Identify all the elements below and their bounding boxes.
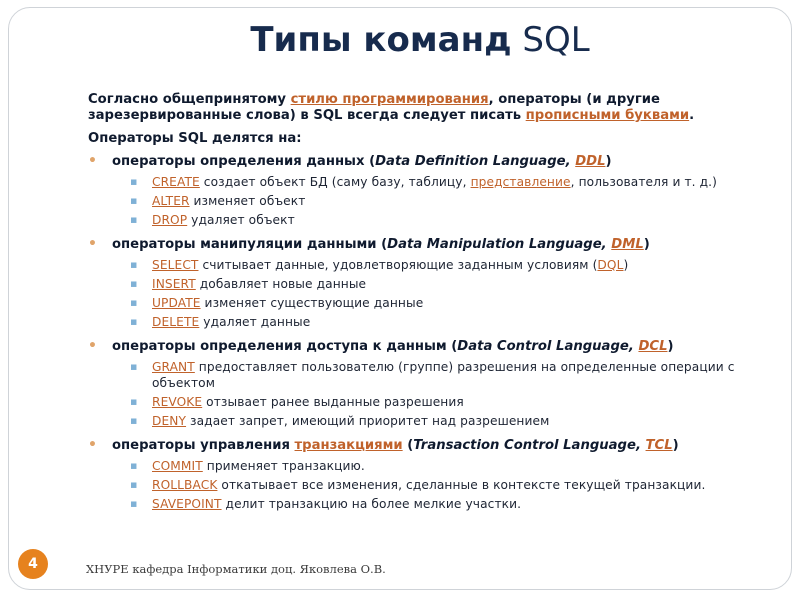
command-item	[88, 314, 756, 330]
bullet-icon: ▪	[130, 315, 138, 328]
bullet-icon: ▪	[130, 395, 138, 408]
intro-paragraph	[88, 92, 756, 124]
command-select[interactable]: SELECT	[152, 258, 199, 272]
command-item	[88, 174, 756, 190]
group-heading-text: операторы манипуляции данными (	[112, 237, 388, 252]
intro-text: Согласно общепринятому	[88, 92, 291, 107]
command-description-2: )	[623, 258, 629, 272]
bullet-icon: ▪	[130, 497, 138, 510]
title-bold: Типы команд	[250, 20, 512, 60]
bullet-icon: ▪	[130, 478, 138, 491]
command-item	[88, 477, 756, 493]
command-groups	[88, 154, 756, 512]
command-description: делит транзакцию на более мелкие участки.	[221, 497, 522, 511]
group-heading	[88, 154, 756, 170]
slide-title	[0, 20, 800, 60]
intro-subtitle: Операторы SQL делятся на:	[88, 131, 302, 146]
command-group	[88, 438, 756, 512]
link-dcl[interactable]: DCL	[638, 339, 668, 354]
command-item	[88, 394, 756, 410]
command-update[interactable]: UPDATE	[152, 296, 201, 310]
group-heading-tail: )	[643, 237, 650, 252]
command-savepoint[interactable]: SAVEPOINT	[152, 497, 222, 511]
command-item	[88, 276, 756, 292]
group-language-name: Transaction Control Language,	[413, 438, 646, 453]
title-light: SQL	[522, 20, 590, 60]
command-description: изменяет объект	[189, 194, 306, 208]
group-heading-text: операторы определения доступа к данным (	[112, 339, 458, 354]
link-представление[interactable]: представление	[470, 175, 571, 189]
link-uppercase[interactable]: прописными буквами	[525, 108, 690, 123]
command-description: удаляет объект	[187, 213, 295, 227]
bullet-icon: ▪	[130, 459, 138, 472]
slide-content	[88, 92, 756, 521]
command-insert[interactable]: INSERT	[152, 277, 196, 291]
bullet-icon: ▪	[130, 175, 138, 188]
group-heading	[88, 339, 756, 355]
command-description: предоставляет пользователю (группе) разрешения на определенные операции с объектом	[152, 360, 735, 390]
command-deny[interactable]: DENY	[152, 414, 187, 428]
command-description-2: , пользователя и т. д.)	[570, 175, 717, 189]
command-item	[88, 193, 756, 209]
command-group	[88, 237, 756, 330]
intro-text-2: , операторы (и другие зарезервированные слова) в SQL всегда следует писать	[88, 92, 660, 123]
command-item	[88, 359, 756, 391]
command-delete[interactable]: DELETE	[152, 315, 200, 329]
group-heading-tail: )	[672, 438, 679, 453]
command-item	[88, 212, 756, 228]
link-transactions[interactable]: транзакциями	[294, 438, 403, 453]
command-group	[88, 339, 756, 429]
group-heading	[88, 438, 756, 454]
bullet-icon: ▪	[130, 360, 138, 373]
link-programming-style[interactable]: стилю программирования	[290, 92, 489, 107]
command-rollback[interactable]: ROLLBACK	[152, 478, 218, 492]
group-language-name: Data Definition Language,	[375, 154, 576, 169]
command-grant[interactable]: GRANT	[152, 360, 195, 374]
command-description: применяет транзакцию.	[202, 459, 365, 473]
bullet-icon: ▪	[130, 194, 138, 207]
bullet-icon: ▪	[130, 296, 138, 309]
group-language-name: Data Control Language,	[457, 339, 639, 354]
link-tcl[interactable]: TCL	[645, 438, 673, 453]
command-description: изменяет существующие данные	[200, 296, 424, 310]
intro-text-3: .	[689, 108, 695, 123]
bullet-icon: ▪	[130, 277, 138, 290]
command-description: отзывает ранее выданные разрешения	[202, 395, 464, 409]
command-description: удаляет данные	[199, 315, 311, 329]
command-item	[88, 413, 756, 429]
bullet-icon: ▪	[130, 213, 138, 226]
page-number-badge: 4	[18, 549, 48, 579]
command-group	[88, 154, 756, 228]
group-heading-text: операторы управления	[112, 438, 295, 453]
command-alter[interactable]: ALTER	[152, 194, 190, 208]
command-item	[88, 458, 756, 474]
group-heading-text: операторы определения данных (	[112, 154, 376, 169]
command-description: добавляет новые данные	[195, 277, 367, 291]
group-heading-tail: )	[667, 339, 674, 354]
bullet-icon: ▪	[130, 258, 138, 271]
command-item	[88, 496, 756, 512]
command-description: откатывает все изменения, сделанные в контексте текущей транзакции.	[217, 478, 706, 492]
command-commit[interactable]: COMMIT	[152, 459, 203, 473]
command-description: задает запрет, имеющий приоритет над разрешением	[186, 414, 550, 428]
command-create[interactable]: CREATE	[152, 175, 200, 189]
group-heading-text-2: (	[402, 438, 414, 453]
command-item	[88, 257, 756, 273]
link-ddl[interactable]: DDL	[575, 154, 606, 169]
group-language-name: Data Manipulation Language,	[387, 237, 612, 252]
group-heading	[88, 237, 756, 253]
bullet-icon: ▪	[130, 414, 138, 427]
command-revoke[interactable]: REVOKE	[152, 395, 203, 409]
footer-text: ХНУРЕ кафедра Інформатики доц. Яковлева О.В.	[86, 562, 386, 576]
command-drop[interactable]: DROP	[152, 213, 188, 227]
command-description: создает объект БД (саму базу, таблицу,	[199, 175, 471, 189]
group-heading-tail: )	[605, 154, 612, 169]
command-item	[88, 295, 756, 311]
link-dml[interactable]: DML	[611, 237, 644, 252]
link-dql[interactable]: DQL	[597, 258, 624, 272]
command-description: считывает данные, удовлетворяющие заданным условиям (	[198, 258, 598, 272]
